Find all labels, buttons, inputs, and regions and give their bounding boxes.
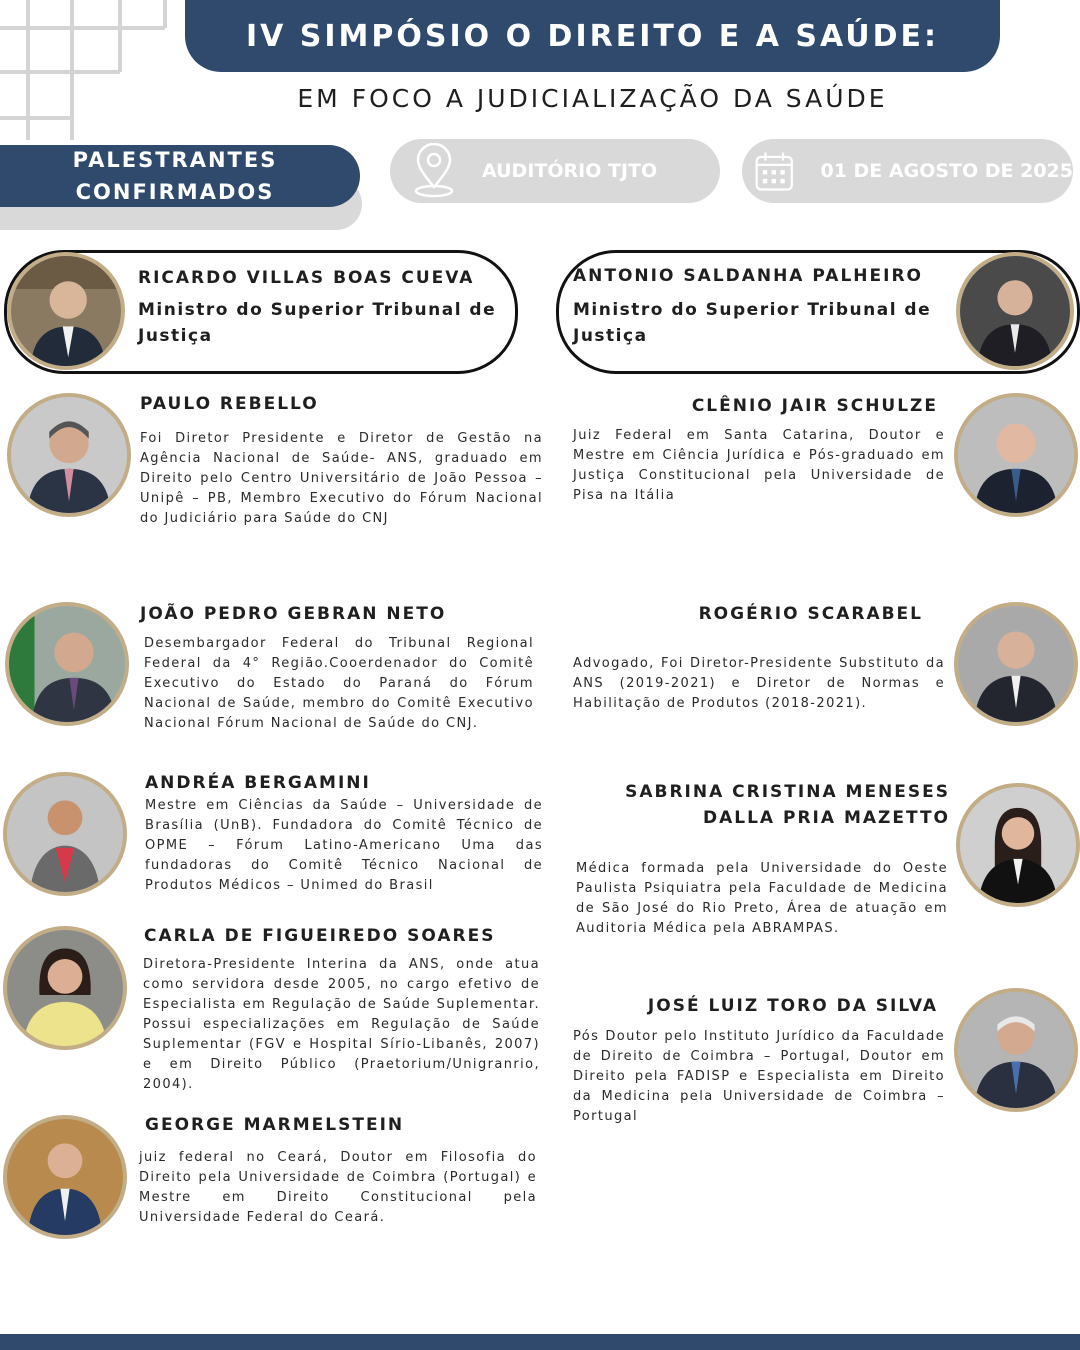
- speaker-name-carla: CARLA DE FIGUEIREDO SOARES: [144, 926, 496, 946]
- speaker-bio-paulo: Foi Diretor Presidente e Diretor de Gestão na Agência Nacional de Saúde- ANS, graduado em Direito pelo Centro Universitário de João Pessoa – Unipê – PB, Membro Executivo do Fórum Nacional do Judiciário para Saúde do CNJ: [140, 431, 543, 526]
- avatar-sabrina: [956, 783, 1080, 907]
- location-pill: [390, 139, 720, 203]
- location-pin-icon: [412, 143, 456, 199]
- speakers-label: [0, 145, 360, 207]
- avatar-rogerio: [954, 602, 1078, 726]
- speaker-name-george: GEORGE MARMELSTEIN: [145, 1115, 405, 1135]
- featured-name-ricardo: RICARDO VILLAS BOAS CUEVA: [138, 268, 475, 288]
- avatar-paulo: [7, 393, 131, 517]
- speaker-bio-joao: Desembargador Federal do Tribunal Regional Federal da 4° Região.Cooerdenador do Comitê Executivo do Estado do Paraná do Fórum Nacional de Saúde, membro do Comitê Executivo Nacional Fórum Nacional de Saúde do CNJ.: [144, 636, 534, 731]
- speaker-bio-sabrina: Médica formada pela Universidade do Oeste Paulista Psiquiatra pela Faculdade de Medicina de São José do Rio Preto, Área de atuação em Auditoria Médica pela ABRAMPAS.: [576, 861, 948, 936]
- location-text: AUDITÓRIO TJTO: [482, 160, 658, 182]
- title-banner: [185, 0, 1000, 72]
- speaker-name-paulo: PAULO REBELLO: [140, 394, 319, 414]
- avatar-antonio: [956, 252, 1074, 370]
- avatar-clenio: [954, 393, 1078, 517]
- speaker-name-joao: JOÃO PEDRO GEBRAN NETO: [140, 604, 447, 624]
- speaker-name-sabrina-line2: DALLA PRIA MAZETTO: [702, 808, 950, 828]
- calendar-icon: [754, 147, 794, 195]
- speaker-bio-george: juiz federal no Ceará, Doutor em Filosofia do Direito pela Universidade de Coimbra (Portugal) e Mestre em Direito Constitucional pela Universidade Federal do Ceará.: [139, 1150, 537, 1225]
- featured-name-antonio: ANTONIO SALDANHA PALHEIRO: [573, 266, 923, 286]
- speaker-bio-clenio: Juiz Federal em Santa Catarina, Doutor e Mestre em Ciência Jurídica e Pós-graduado em Justiça Constitucional pela Universidade de Pisa na Itália: [573, 428, 945, 503]
- speaker-bio-jose: Pós Doutor pelo Instituto Jurídico da Faculdade de Direito de Coimbra – Portugal, Doutor em Direito pela FADISP e Especialista em Direito da Medicina pela Universidade de Coimbra – Portugal: [573, 1029, 945, 1124]
- speaker-name-andrea: ANDRÉA BERGAMINI: [145, 773, 371, 793]
- speaker-bio-rogerio: Advogado, Foi Diretor-Presidente Substituto da ANS (2019-2021) e Diretor de Normas e Habilitação de Produtos (2018-2021).: [573, 656, 945, 711]
- date-text: 01 DE AGOSTO DE 2025: [820, 160, 1073, 182]
- speakers-label-line1: PALESTRANTES: [72, 148, 278, 172]
- speaker-name-rogerio: ROGÉRIO SCARABEL: [698, 604, 923, 624]
- decorative-grid: [0, 0, 170, 140]
- date-pill: [742, 139, 1073, 203]
- avatar-ricardo: [7, 252, 125, 370]
- avatar-jose: [954, 988, 1078, 1112]
- footer-bar: [0, 1334, 1080, 1350]
- speaker-name-sabrina-line1: SABRINA CRISTINA MENESES: [625, 782, 950, 802]
- avatar-george: [3, 1115, 127, 1239]
- featured-role-ricardo: Ministro do Superior Tribunal de Justiça: [138, 300, 497, 346]
- event-title: IV SIMPÓSIO O DIREITO E A SAÚDE:: [245, 18, 940, 54]
- speaker-name-clenio: CLÊNIO JAIR SCHULZE: [691, 396, 938, 416]
- speaker-bio-andrea: Mestre em Ciências da Saúde – Universidade de Brasília (UnB). Fundadora do Comitê Técnico de OPME – Fórum Latino-Americano Uma das fundadoras do Comitê Técnico Nacional de Produtos Médicos – Unimed do Brasil: [145, 798, 543, 893]
- avatar-joao: [5, 602, 129, 726]
- avatar-andrea: [3, 772, 127, 896]
- speaker-bio-carla: Diretora-Presidente Interina da ANS, onde atua como servidora desde 2005, no cargo efetivo de Especialista em Regulação de Saúde Suplementar. Possui especializações em Regulação de Saúde Suplementar (FGV e Hospital Sírio-Libanês, 2007) e em Direito Público (Praetorium/Unigranrio, 2004).: [143, 957, 540, 1092]
- event-subtitle: EM FOCO A JUDICIALIZAÇÃO DA SAÚDE: [297, 84, 888, 113]
- speaker-name-jose: JOSÉ LUIZ TORO DA SILVA: [647, 996, 938, 1016]
- featured-role-antonio: Ministro do Superior Tribunal de Justiça: [573, 300, 932, 346]
- speakers-label-line2: CONFIRMADOS: [75, 180, 275, 204]
- avatar-carla: [3, 926, 127, 1050]
